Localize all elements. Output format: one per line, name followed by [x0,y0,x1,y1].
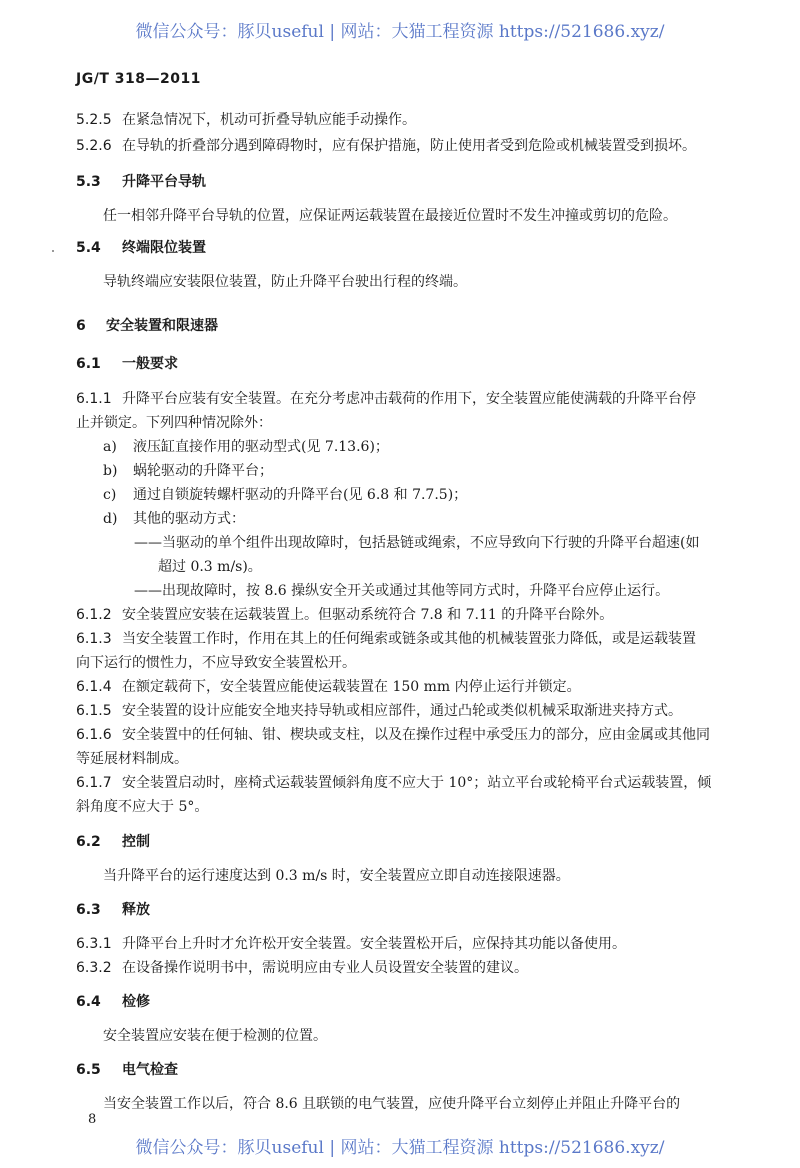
clause-number: 6.1.7 [76,775,112,791]
clause-number: 5.2.5 [76,112,112,128]
heading-number: 6.3 [76,902,101,918]
heading-text: 一般要求 [122,356,178,372]
clause-continuation: 止并锁定。下列四种情况除外： [76,415,272,431]
paragraph: 任一相邻升降平台导轨的位置，应保证两运载装置在最接近位置时不发生冲撞或剪切的危险。 [103,208,677,224]
clause-continuation: 斜角度不应大于 5°。 [76,799,209,815]
heading-text: 释放 [122,902,150,918]
clause-6-3-2 [76,958,528,978]
heading-6-4 [76,992,150,1012]
clause-6-1-2 [76,605,613,625]
clause-number: 6.1.4 [76,679,112,695]
clause-number: 6.1.6 [76,727,112,743]
heading-6-2 [76,832,150,852]
clause-6-3-1 [76,934,626,954]
list-text: 液压缸直接作用的驱动型式(见 7.13.6)； [133,439,389,455]
clause-number: 6.3.1 [76,936,112,952]
clause-5-2-6 [76,136,696,156]
heading-6-5 [76,1060,178,1080]
heading-5-3 [76,172,206,192]
chapter-6-heading [76,316,218,336]
list-text: 其他的驱动方式： [133,511,245,527]
heading-text: 升降平台导轨 [122,174,206,190]
paragraph: 当升降平台的运行速度达到 0.3 m/s 时，安全装置应立即自动连接限速器。 [103,868,570,884]
heading-text: 电气检查 [122,1062,178,1078]
heading-5-4 [76,238,206,258]
heading-number: 5.4 [76,240,101,256]
paragraph: 当安全装置工作以后，符合 8.6 且联锁的电气装置，应使升降平台立刻停止并阻止升降平台的 [103,1096,681,1112]
paragraph: 导轨终端应安装限位装置，防止升降平台驶出行程的终端。 [103,274,467,290]
watermark-bottom: 微信公众号：豚贝useful | 网站：大猫工程资源 https://521686.xyz/ [135,1138,665,1158]
clause-number: 6.1.5 [76,703,112,719]
clause-number: 5.2.6 [76,138,112,154]
heading-number: 5.3 [76,174,101,190]
list-item-a [103,437,389,457]
list-text: 通过自锁旋转螺杆驱动的升降平台(见 6.8 和 7.7.5)； [133,487,468,503]
heading-number: 6.4 [76,994,101,1010]
paragraph: 安全装置应安装在便于检测的位置。 [103,1028,327,1044]
list-text: 蜗轮驱动的升降平台； [133,463,273,479]
clause-text: 安全装置启动时，座椅式运载装置倾斜角度不应大于 10°；站立平台或轮椅平台式运载装置，倾 [122,775,712,791]
clause-text: 安全装置的设计应能安全地夹持导轨或相应部件，通过凸轮或类似机械采取渐进夹持方式。 [122,703,682,719]
dash-item: ——出现故障时，按 8.6 操纵安全开关或通过其他等同方式时，升降平台应停止运行。 [134,583,670,599]
heading-text: 检修 [122,994,150,1010]
clause-text: 升降平台上升时才允许松开安全装置。安全装置松开后，应保持其功能以备使用。 [122,936,626,952]
clause-5-2-5 [76,110,416,130]
clause-continuation: 等延展材料制成。 [76,751,188,767]
clause-continuation: 向下运行的惯性力，不应导致安全装置松开。 [76,655,356,671]
scan-speck [52,250,54,252]
clause-6-1-5 [76,701,682,721]
clause-6-1-6 [76,725,710,745]
chapter-number: 6 [76,318,86,334]
clause-number: 6.3.2 [76,960,112,976]
clause-text: 在设备操作说明书中，需说明应由专业人员设置安全装置的建议。 [122,960,528,976]
heading-text: 安全装置和限速器 [106,318,218,334]
standard-code: JG/T 318—2011 [76,71,201,87]
clause-text: 在紧急情况下，机动可折叠导轨应能手动操作。 [122,112,416,128]
clause-number: 6.1.1 [76,391,112,407]
watermark-top: 微信公众号：豚贝useful | 网站：大猫工程资源 https://521686.xyz/ [135,22,665,42]
list-item-b [103,461,273,481]
list-item-d [103,509,245,529]
heading-6-3 [76,900,150,920]
clause-text: 安全装置中的任何轴、钳、楔块或支柱，以及在操作过程中承受压力的部分，应由金属或其他同 [122,727,710,743]
clause-6-1-3 [76,629,696,649]
clause-text: 安全装置应安装在运载装置上。但驱动系统符合 7.8 和 7.11 的升降平台除外。 [122,607,614,623]
clause-number: 6.1.2 [76,607,112,623]
clause-text: 在额定载荷下，安全装置应能使运载装置在 150 mm 内停止运行并锁定。 [122,679,581,695]
clause-text: 升降平台应装有安全装置。在充分考虑冲击载荷的作用下，安全装置应能使满载的升降平台停 [122,391,696,407]
list-marker: d) [103,511,118,527]
list-marker: b) [103,463,118,479]
list-marker: a) [103,439,117,455]
clause-text: 当安全装置工作时，作用在其上的任何绳索或链条或其他的机械装置张力降低，或是运载装置 [122,631,696,647]
heading-text: 控制 [122,834,150,850]
heading-text: 终端限位装置 [122,240,206,256]
clause-number: 6.1.3 [76,631,112,647]
clause-text: 在导轨的折叠部分遇到障碍物时，应有保护措施，防止使用者受到危险或机械装置受到损坏。 [122,138,696,154]
clause-6-1-1 [76,389,696,409]
heading-number: 6.1 [76,356,101,372]
list-item-c [103,485,467,505]
clause-6-1-7 [76,773,711,793]
page-number: 8 [88,1112,97,1127]
list-marker: c) [103,487,117,503]
clause-6-1-4 [76,677,581,697]
heading-number: 6.5 [76,1062,101,1078]
heading-number: 6.2 [76,834,101,850]
dash-item-continuation: 超过 0.3 m/s)。 [158,559,262,575]
heading-6-1 [76,354,178,374]
dash-item: ——当驱动的单个组件出现故障时，包括悬链或绳索，不应导致向下行驶的升降平台超速(如 [134,535,700,551]
